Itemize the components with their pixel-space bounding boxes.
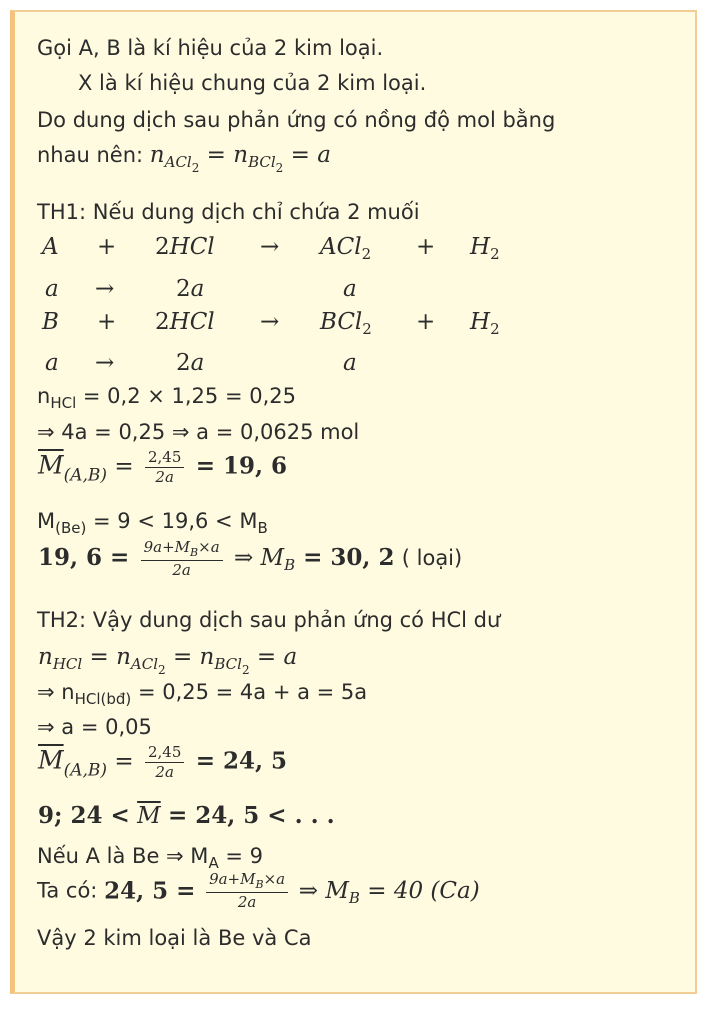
eq1-plus2: + bbox=[416, 234, 436, 260]
eq1-gas bbox=[470, 234, 500, 263]
eq2-salt bbox=[320, 309, 372, 338]
th2-tacon-value: = 40 (Ca) bbox=[367, 877, 480, 904]
th2-n1: n bbox=[38, 644, 53, 670]
th1-heading: TH1: Nếu dung dịch chỉ chứa 2 muối bbox=[37, 200, 420, 224]
eq1-gas-sub: 2 bbox=[490, 245, 500, 263]
th2-tacon-right-sub: B bbox=[348, 888, 360, 907]
eq2-salt-text: BCl bbox=[320, 309, 363, 335]
th2-if-text: Nếu A là Be ⇒ M bbox=[37, 844, 209, 868]
mbe-sub2: B bbox=[257, 519, 268, 538]
eq1-metal: A bbox=[42, 234, 59, 260]
th1-final-right: ⇒ M bbox=[233, 545, 285, 571]
th2-tacon-left: 24, 5 = bbox=[104, 877, 196, 905]
th1-final-num-sub: B bbox=[190, 546, 199, 559]
th2-sub1: HCl bbox=[52, 655, 83, 673]
intro-line-1: Gọi A, B là kí hiệu của 2 kim loại. bbox=[37, 36, 384, 60]
eq2-gas-text: H bbox=[470, 309, 491, 335]
eq1-mol-a1: a bbox=[45, 276, 59, 302]
th2-if-sub: A bbox=[208, 854, 219, 873]
th2-tacon-frac bbox=[206, 872, 288, 910]
th2-a: a bbox=[283, 644, 298, 670]
conclusion: Vậy 2 kim loại là Be và Ca bbox=[37, 926, 312, 950]
th1-final-left: 19, 6 = bbox=[38, 544, 130, 571]
th2-if-line bbox=[37, 846, 263, 871]
th1-mbar-den: 2a bbox=[155, 468, 174, 486]
eq1-mol-a3: a bbox=[343, 276, 357, 302]
mbe-prefix: M bbox=[37, 509, 56, 533]
nhcl-prefix: n bbox=[37, 384, 51, 408]
nhcl-sub: HCl bbox=[50, 394, 77, 413]
eq2-gas bbox=[470, 309, 500, 338]
mbe-sub: (Be) bbox=[55, 519, 87, 538]
th1-mbar-num: 2,45 bbox=[145, 450, 184, 468]
th2-step2: ⇒ a = 0,05 bbox=[37, 715, 152, 739]
th1-mbar-result: = 19, 6 bbox=[195, 452, 287, 480]
th2-tacon-num-sub: B bbox=[255, 878, 264, 891]
eq1-salt bbox=[320, 234, 372, 263]
eq1-salt-sub: 2 bbox=[361, 245, 372, 263]
th2-tacon-num: 9a+M bbox=[209, 870, 256, 888]
th2-mbar-result: = 24, 5 bbox=[195, 747, 287, 775]
th1-final-num: 9a+M bbox=[143, 538, 191, 556]
th2-equality: $n_{HCl} = n_{ACl_2} = n_{BCl_2} = a$ bbox=[38, 644, 298, 677]
th2-step1-sub: HCl(bđ) bbox=[74, 690, 132, 709]
th1-final-line bbox=[38, 540, 462, 578]
eq2-acid: 2HCl bbox=[155, 309, 215, 335]
th2-if-rest: = 9 bbox=[218, 844, 264, 868]
th2-tacon-text: Ta có: bbox=[37, 878, 98, 903]
eq2-mol-a2: 2a bbox=[176, 350, 205, 376]
th2-mbar-line: $\overline{M}_{(A,B)}$ = $\frac{2,45}{2a}$ = 24, 5 bbox=[38, 743, 287, 781]
eq1-mol-arrow: → bbox=[95, 276, 115, 302]
eq1-plus1: + bbox=[97, 234, 117, 260]
th2-sub3: BCl bbox=[214, 655, 242, 673]
th1-final-frac bbox=[141, 540, 223, 578]
th1-final-value: = 30, 2 bbox=[295, 544, 395, 571]
th2-step1-prefix: ⇒ n bbox=[37, 680, 75, 704]
th2-heading: TH2: Vậy dung dịch sau phản ứng có HCl dư bbox=[37, 608, 501, 632]
th2-sub2: ACl bbox=[130, 655, 159, 673]
intro-line-2: X là kí hiệu chung của 2 kim loại. bbox=[78, 71, 427, 95]
th2-tacon-den: 2a bbox=[237, 893, 257, 911]
th2-ineq: 9; 24 < bbox=[38, 802, 130, 829]
th2-inequality bbox=[38, 804, 335, 828]
mbe-mid: = 9 < 19,6 < M bbox=[86, 509, 258, 533]
th2-mbar-den: 2a bbox=[155, 763, 174, 781]
th1-final-right-sub: B bbox=[284, 556, 296, 574]
intro-line-3: Do dung dịch sau phản ứng có nồng độ mol bằng bbox=[37, 108, 556, 132]
eq2-arrow: → bbox=[260, 309, 280, 335]
eq1-arrow: → bbox=[260, 234, 280, 260]
th1-final-note: ( loại) bbox=[401, 546, 463, 570]
eq2-mol-a3: a bbox=[343, 350, 357, 376]
th2-mbar-num: 2,45 bbox=[145, 745, 184, 763]
intro-line-4 bbox=[37, 142, 331, 175]
th2-step1 bbox=[37, 682, 367, 707]
th1-mbar-line: $\overline{M}_{(A,B)}$ = $\frac{2,45}{2a}$ = 19, 6 bbox=[38, 448, 287, 486]
conc-a: a bbox=[317, 142, 331, 168]
eq2-mol-a1: a bbox=[45, 350, 59, 376]
th1-step: ⇒ 4a = 0,25 ⇒ a = 0,0625 mol bbox=[37, 420, 360, 444]
eq1-mol-a2: 2a bbox=[176, 276, 205, 302]
mbe-line bbox=[37, 511, 268, 536]
eq2-mol-arrow: → bbox=[95, 350, 115, 376]
equal-concentration-formula: $n_{ACl_2} = n_{BCl_2} = a$ bbox=[149, 142, 331, 175]
th1-final-num-rest: ×a bbox=[198, 538, 220, 556]
nhcl-rest: = 0,2 × 1,25 = 0,25 bbox=[76, 384, 296, 408]
th2-step1-rest: = 0,25 = 4a + a = 5a bbox=[131, 680, 368, 704]
th2-ineq-rest: = 24, 5 < . . . bbox=[167, 802, 335, 829]
intro-line-4-text: nhau nên: bbox=[37, 143, 144, 167]
th1-mbar-frac bbox=[145, 450, 184, 485]
th2-tacon-right: ⇒ M bbox=[298, 877, 349, 904]
eq2-plus2: + bbox=[416, 309, 436, 335]
eq1-acid: 2HCl bbox=[155, 234, 215, 260]
th1-final-den: 2a bbox=[172, 561, 191, 579]
th2-tacon-num-rest: ×a bbox=[263, 870, 286, 888]
nhcl-line bbox=[37, 386, 296, 411]
eq2-plus1: + bbox=[97, 309, 117, 335]
eq2-salt-sub: 2 bbox=[362, 320, 372, 338]
eq2-metal: B bbox=[42, 309, 59, 335]
th2-ineq-m: $\overline{M}$ bbox=[137, 803, 161, 829]
th2-mbar-frac bbox=[145, 745, 184, 780]
eq1-salt-text: ACl bbox=[320, 234, 362, 260]
eq1-gas-text: H bbox=[470, 234, 491, 260]
th2-tacon-line bbox=[37, 872, 480, 910]
eq2-gas-sub: 2 bbox=[490, 320, 500, 338]
